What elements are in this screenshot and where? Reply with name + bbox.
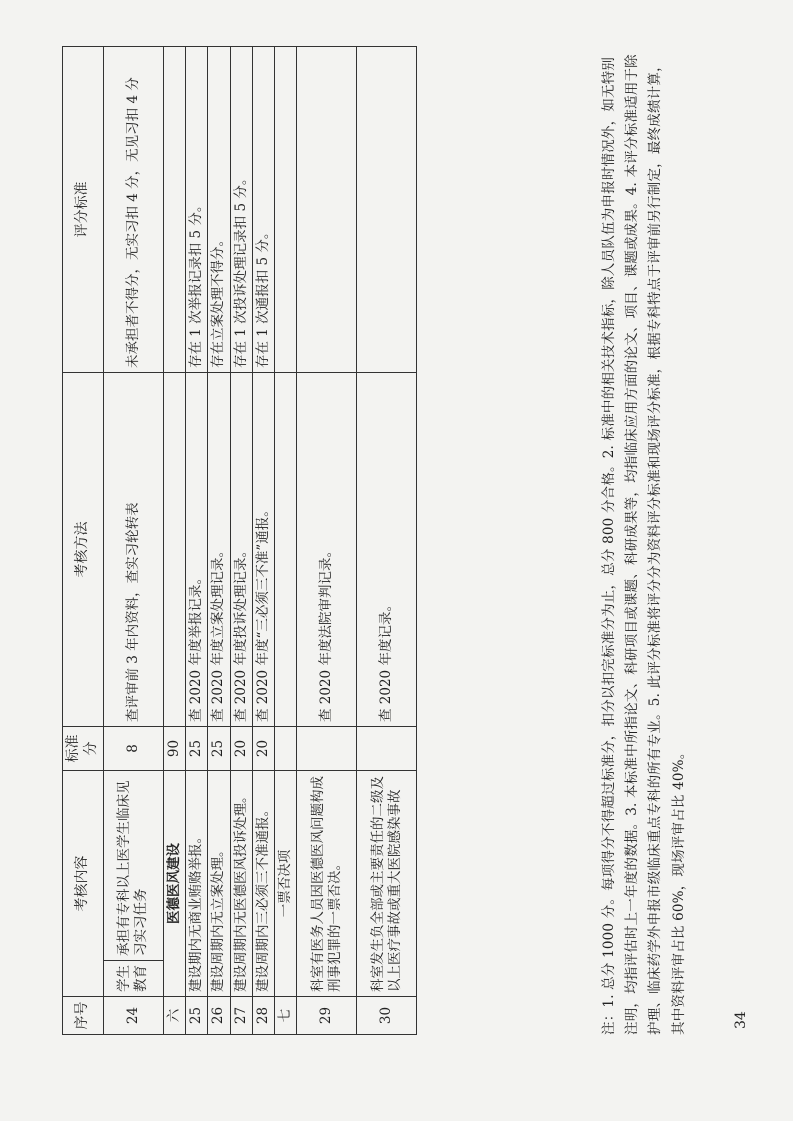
- row-number: 29: [297, 997, 357, 1035]
- row-score: 8: [103, 727, 163, 771]
- row-category: 学生教育: [103, 961, 163, 997]
- header-content: 考核内容: [63, 771, 104, 997]
- row-method: 查 2020 年度立案处理记录。: [208, 373, 230, 727]
- row-method: 查 2020 年度举报记录。: [186, 373, 208, 727]
- empty-cell: [275, 373, 297, 727]
- row-content: 建设周期内无立案处理。: [208, 771, 230, 997]
- row-number: 24: [103, 997, 163, 1035]
- row-criteria: 未承担者不得分，无实习扣 4 分，无见习扣 4 分: [103, 47, 163, 373]
- row-number: 30: [357, 997, 417, 1035]
- row-score: 20: [230, 727, 252, 771]
- empty-cell: [275, 727, 297, 771]
- table-row: [230, 47, 252, 1035]
- table-row: [103, 47, 163, 1035]
- page-number: 34: [733, 1011, 749, 1029]
- table-row: [297, 47, 357, 1035]
- table-row: [357, 47, 417, 1035]
- row-number: 25: [186, 997, 208, 1035]
- header-no: 序号: [63, 997, 104, 1035]
- section-score: 90: [163, 727, 185, 771]
- empty-cell: [297, 727, 357, 771]
- row-criteria: 存在 1 次投诉处理记录扣 5 分。: [230, 47, 252, 373]
- row-score: 20: [252, 727, 274, 771]
- row-criteria: 存在 1 次举报记录扣 5 分。: [186, 47, 208, 373]
- row-content: 科室有医务人员因医德医风问题构成刑事犯罪的一票否决。: [297, 771, 357, 997]
- row-score: 25: [208, 727, 230, 771]
- row-method: 查 2020 年度法院审判记录。: [297, 373, 357, 727]
- row-number: 28: [252, 997, 274, 1035]
- row-criteria: 存在 1 次通报扣 5 分。: [252, 47, 274, 373]
- empty-cell: [163, 47, 185, 373]
- table-header-row: [63, 47, 104, 1035]
- row-method: 查 2020 年度投诉处理记录。: [230, 373, 252, 727]
- row-content: 建设期内无商业贿赂举报。: [186, 771, 208, 997]
- row-content: 科室发生负全部或主要责任的二级及以上医疗事故或重大医院感染事故: [357, 771, 417, 997]
- table-row: [208, 47, 230, 1035]
- table-row: [186, 47, 208, 1035]
- section-title: 医德医风建设: [163, 771, 185, 997]
- empty-cell: [357, 727, 417, 771]
- empty-cell: [163, 373, 185, 727]
- row-number: 27: [230, 997, 252, 1035]
- footnotes: 注：1. 总分 1000 分。每项得分不得超过标准分，扣分以扣完标准分为止，总分 800 分合格。2. 标准中的相关技术指标，除人员队伍为申报时情况外，如无特别注明，均指评估时上一年度的数据。3. 本标准中所指论文、科研项目或课题、科研成果等，均指临床应用方面的论文、项目、课题或成果。4. 本评分标准适用于除护理、临床药学外申报市级临床重点专科的所有专业。5. 此评分标准将评分分为资料评分标准和现场评分标准，根据专科特点于评审前另行制定，最终成绩计算，其中资料评审占比 60%，现场评审占比 40%。: [601, 54, 687, 1035]
- table-row: [252, 47, 274, 1035]
- row-content: 建设周期内无医德医风投诉处理。: [230, 771, 252, 997]
- row-content: 承担有专科以上医学生临床见习实习任务: [103, 771, 163, 961]
- row-criteria: 存在立案处理不得分。: [208, 47, 230, 373]
- row-score: 25: [186, 727, 208, 771]
- empty-cell: [275, 47, 297, 373]
- row-method: 查评审前 3 年内资料，查实习轮转表: [103, 373, 163, 727]
- section-number: 六: [163, 997, 185, 1035]
- section-title: 一票否决项: [275, 771, 297, 997]
- empty-cell: [297, 47, 357, 373]
- header-score: 标准分: [63, 727, 104, 771]
- section-row: [275, 47, 297, 1035]
- row-number: 26: [208, 997, 230, 1035]
- empty-cell: [357, 47, 417, 373]
- row-method: 查 2020 年度记录。: [357, 373, 417, 727]
- header-criteria: 评分标准: [63, 47, 104, 373]
- header-method: 考核方法: [63, 373, 104, 727]
- row-content: 建设周期内三必须三不准通报。: [252, 771, 274, 997]
- section-number: 七: [275, 997, 297, 1035]
- row-method: 查 2020 年度“三必须三不准”通报。: [252, 373, 274, 727]
- section-row: [163, 47, 185, 1035]
- assessment-table: [62, 46, 417, 1035]
